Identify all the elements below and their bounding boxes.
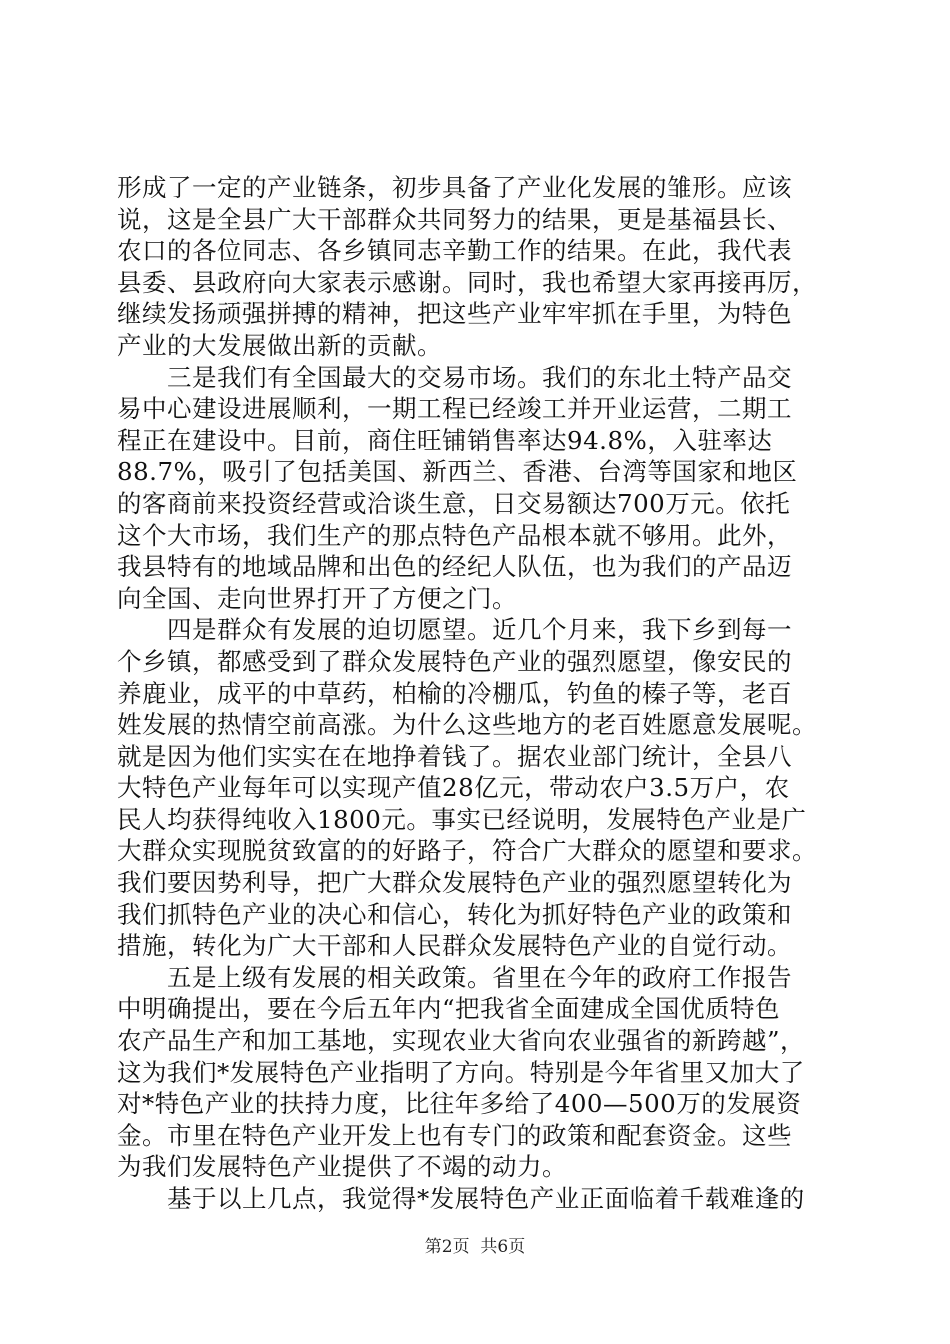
text-line: 农产品生产和加工基地，实现农业大省向农业强省的新跨越”，: [117, 1026, 806, 1056]
text-line: 对*特色产业的扶持力度，比往年多给了400—500万的发展资: [117, 1089, 802, 1119]
text-line: 我们要因势利导，把广大群众发展特色产业的强烈愿望转化为: [117, 868, 792, 898]
text-line: 就是因为他们实实在在地挣着钱了。据农业部门统计，全县八: [117, 741, 792, 771]
text-line: 为我们发展特色产业提供了不竭的动力。: [117, 1152, 567, 1182]
text-line: 我们抓特色产业的决心和信心，转化为抓好特色产业的政策和: [117, 899, 792, 929]
text-line: 农口的各位同志、各乡镇同志辛勤工作的结果。在此，我代表: [117, 236, 792, 266]
body-text: [117, 172, 842, 1215]
text-line: 措施，转化为广大干部和人民群众发展特色产业的自觉行动。: [117, 931, 792, 961]
text-line: 基于以上几点，我觉得*发展特色产业正面临着千载难逢的: [117, 1184, 805, 1213]
text-line: 形成了一定的产业链条，初步具备了产业化发展的雏形。应该: [117, 173, 792, 202]
text-line: 这为我们*发展特色产业指明了方向。特别是今年省里又加大了: [117, 1057, 805, 1087]
text-line: 易中心建设进展顺利，一期工程已经竣工并开业运营，二期工: [117, 394, 792, 424]
text-line: 向全国、走向世界打开了方便之门。: [117, 583, 517, 613]
text-line: 程正在建设中。目前，商住旺铺销售率达94.8%，入驻率达: [117, 425, 773, 455]
text-line: 继续发扬顽强拼搏的精神，把这些产业牢牢抓在手里，为特色: [117, 299, 792, 329]
text-line: 四是群众有发展的迫切愿望。近几个月来，我下乡到每一: [117, 615, 792, 645]
text-line: 这个大市场，我们生产的那点特色产品根本就不够用。此外，: [117, 520, 792, 550]
text-line: 个乡镇，都感受到了群众发展特色产业的强烈愿望，像安民的: [117, 646, 792, 676]
text-line: 大特色产业每年可以实现产值28亿元，带动农户3.5万户，农: [117, 773, 790, 803]
text-line: 民人均获得纯收入1800元。事实已经说明，发展特色产业是广: [117, 804, 807, 834]
text-line: 的客商前来投资经营或洽谈生意，日交易额达700万元。依托: [117, 488, 791, 518]
text-line: 产业的大发展做出新的贡献。: [117, 330, 442, 360]
text-line: 三是我们有全国最大的交易市场。我们的东北土特产品交: [117, 362, 792, 392]
text-line: 姓发展的热情空前高涨。为什么这些地方的老百姓愿意发展呢。: [117, 710, 817, 740]
text-line: 金。市里在特色产业开发上也有专门的政策和配套资金。这些: [117, 1120, 792, 1150]
text-line: 五是上级有发展的相关政策。省里在今年的政府工作报告: [117, 962, 792, 992]
text-line: 说，这是全县广大干部群众共同努力的结果，更是基福县长、: [117, 204, 792, 234]
text-line: 大群众实现脱贫致富的的好路子，符合广大群众的愿望和要求。: [117, 836, 817, 866]
text-line: 县委、县政府向大家表示感谢。同时，我也希望大家再接再厉，: [117, 267, 817, 297]
text-line: 88.7%，吸引了包括美国、新西兰、香港、台湾等国家和地区: [117, 457, 798, 487]
page-footer: 第2页 共6页: [424, 1237, 526, 1257]
text-line: 我县特有的地域品牌和出色的经纪人队伍，也为我们的产品迈: [117, 552, 792, 582]
text-line: 养鹿业，成平的中草药，柏榆的冷棚瓜，钓鱼的榛子等，老百: [117, 678, 792, 708]
text-line: 中明确提出，要在今后五年内“把我省全面建成全国优质特色: [117, 994, 781, 1024]
